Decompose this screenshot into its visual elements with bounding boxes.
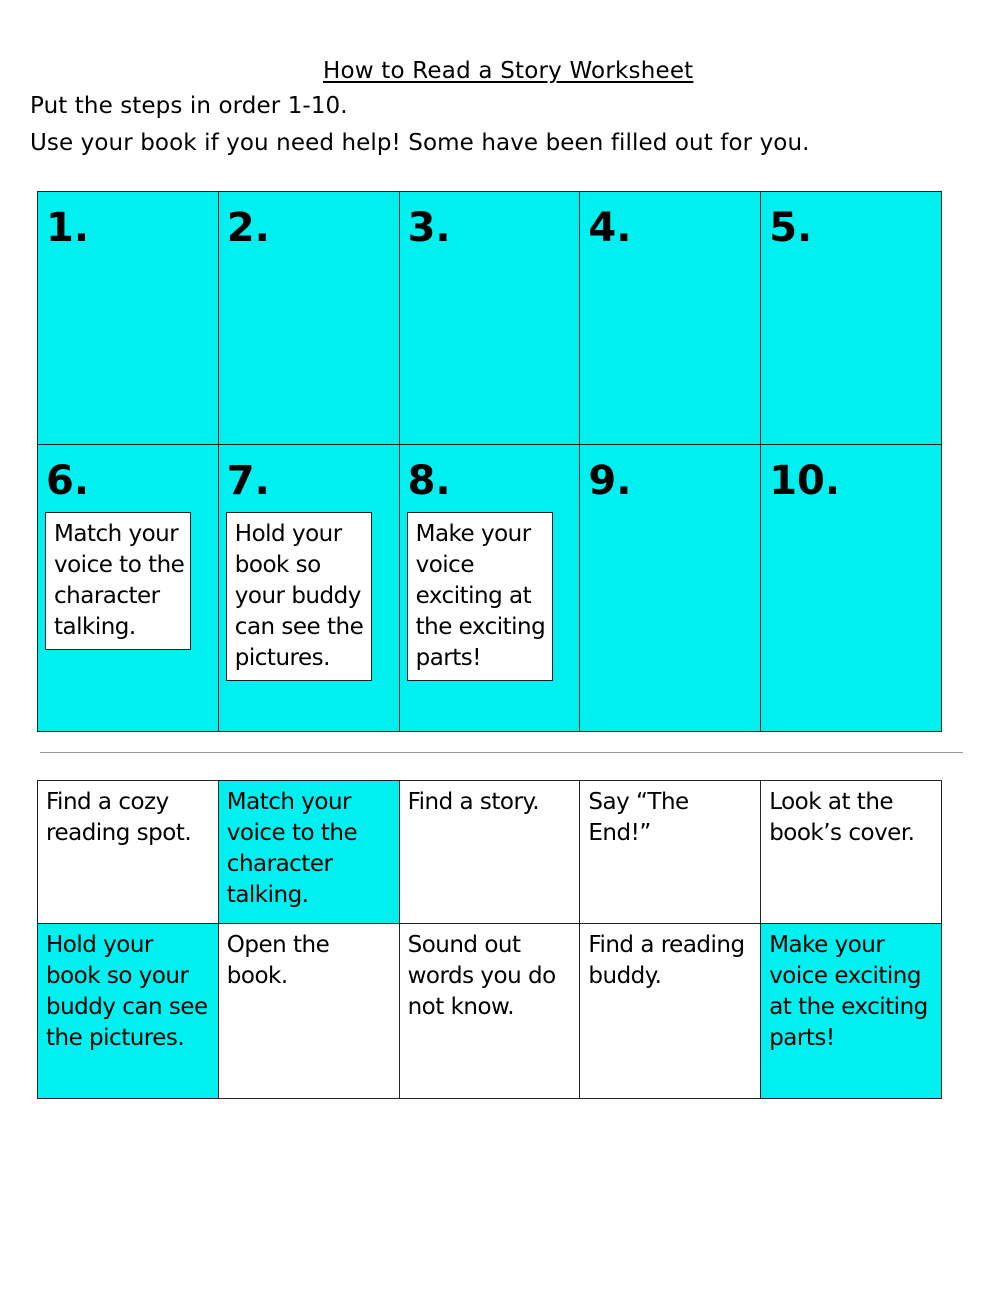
instruction-help: Use your book if you need help! Some have been filled out for you.: [30, 130, 810, 156]
placed-step-card[interactable]: Match your voice to the character talking.: [45, 512, 191, 650]
step-card[interactable]: Find a reading buddy.: [580, 924, 761, 1099]
step-card-used[interactable]: Make your voice exciting at the exciting parts!: [761, 924, 942, 1099]
placed-step-card[interactable]: Hold your book so your buddy can see the pictures.: [226, 512, 372, 681]
slot-number: 4.: [588, 205, 632, 251]
answer-slot-7[interactable]: [218, 445, 399, 732]
step-card-used[interactable]: Hold your book so your buddy can see the pictures.: [38, 924, 219, 1099]
placed-step-card[interactable]: Make your voice exciting at the exciting parts!: [407, 512, 553, 681]
step-card[interactable]: Find a cozy reading spot.: [38, 781, 219, 924]
answer-slot-6[interactable]: [38, 445, 219, 732]
step-card[interactable]: Look at the book’s cover.: [761, 781, 942, 924]
step-card-used[interactable]: Match your voice to the character talking.: [218, 781, 399, 924]
step-card-bank: [37, 780, 942, 1099]
step-card[interactable]: Find a story.: [399, 781, 580, 924]
instruction-order: Put the steps in order 1-10.: [30, 93, 348, 119]
answer-grid: [37, 191, 942, 732]
slot-number: 8.: [407, 458, 451, 504]
slot-number: 1.: [46, 205, 90, 251]
slot-number: 6.: [46, 458, 90, 504]
answer-slot-10[interactable]: [761, 445, 942, 732]
slot-number: 9.: [588, 458, 632, 504]
step-card[interactable]: Say “The End!”: [580, 781, 761, 924]
answer-slot-9[interactable]: [580, 445, 761, 732]
slot-number: 7.: [226, 458, 270, 504]
answer-slot-1[interactable]: [38, 192, 219, 445]
step-card[interactable]: Sound out words you do not know.: [399, 924, 580, 1099]
answer-slot-8[interactable]: [399, 445, 580, 732]
answer-slot-5[interactable]: [761, 192, 942, 445]
answer-slot-2[interactable]: [218, 192, 399, 445]
slot-number: 2.: [226, 205, 270, 251]
slot-number: 5.: [769, 205, 813, 251]
worksheet-title: How to Read a Story Worksheet: [323, 58, 694, 84]
slot-number: 10.: [769, 458, 841, 504]
step-card[interactable]: Open the book.: [218, 924, 399, 1099]
answer-slot-4[interactable]: [580, 192, 761, 445]
slot-number: 3.: [407, 205, 451, 251]
answer-slot-3[interactable]: [399, 192, 580, 445]
section-divider: [40, 752, 963, 753]
